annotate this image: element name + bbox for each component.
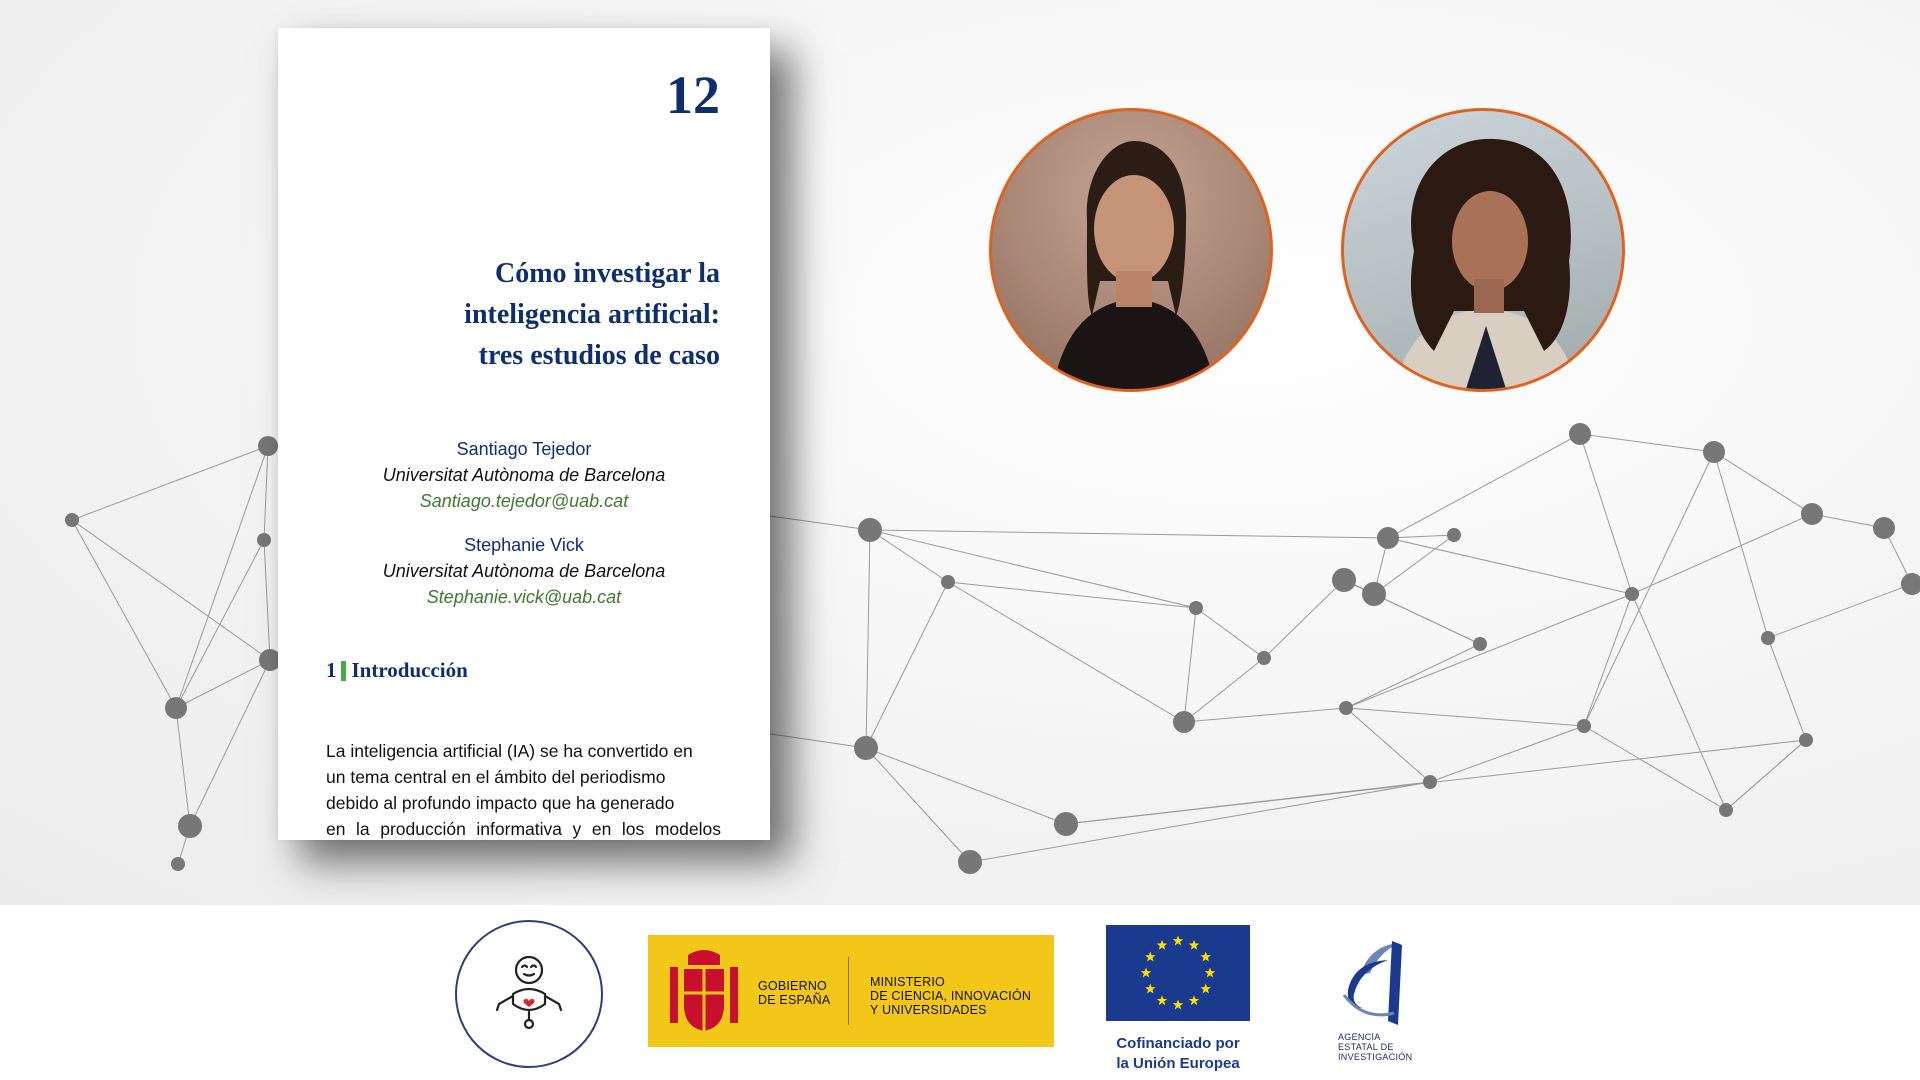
section-marker [341,661,346,681]
network-node [1901,573,1920,595]
network-line [1388,434,1580,538]
aei-label [1338,1032,1418,1062]
eu-star-icon [1145,952,1155,962]
author-entry [278,532,770,610]
section-heading [326,658,468,683]
network-node [1189,601,1203,615]
network-line [1374,594,1480,644]
eu-star-icon [1200,952,1210,962]
paragraph-line: en la producción informativa y en los modelos [326,819,721,839]
author-email[interactable]: Santiago.tejedor@uab.cat [419,491,629,511]
network-line [1184,608,1196,722]
ministry-label-line: DE CIENCIA, INNOVACIÓN [870,989,1032,1003]
network-line [1184,658,1264,722]
network-line [190,660,270,826]
aei-label-line: ESTATAL DE [1338,1042,1394,1052]
network-node [65,513,79,527]
eu-star-icon [1205,968,1215,978]
network-line [1632,514,1812,594]
paragraph-line: La inteligencia artificial (IA) se ha convertido en [326,741,693,761]
network-node [941,575,955,589]
author-entry [278,436,770,514]
gov-divider [848,957,849,1025]
man-portrait-photo [989,108,1273,392]
network-line [1768,638,1806,740]
ministry-label-line: MINISTERIO [870,975,945,989]
network-line [1388,538,1632,594]
network-line [970,782,1430,862]
network-node [858,518,882,542]
author-email[interactable]: Stephanie.vick@uab.cat [426,587,622,607]
network-node [1873,517,1895,539]
network-line [870,530,1388,538]
network-line [870,530,948,582]
spain-coat-of-arms-icon [666,947,742,1035]
network-node [258,436,278,456]
network-node [171,857,185,871]
network-line [1584,452,1714,726]
ministry-label [870,975,1031,1017]
network-line [1264,580,1344,658]
section-number: 1 [326,658,337,682]
gobierno-espana-logo [648,935,1054,1047]
ministry-label-line: Y UNIVERSIDADES [870,1003,987,1017]
network-line [176,540,264,708]
network-line [1346,708,1430,782]
network-node [257,533,271,547]
aei-label-line: AGENCIA [1338,1032,1381,1042]
network-line [866,530,870,748]
eu-star-icon [1145,984,1155,994]
network-line [1714,452,1768,638]
network-line [72,520,176,708]
network-node [1473,637,1487,651]
robot-logo-icon [455,920,603,1068]
eu-caption-line: la Unión Europea [1116,1055,1240,1072]
woman-portrait-photo [1341,108,1625,392]
network-line [176,446,268,708]
network-node [1447,528,1461,542]
network-node [1332,568,1356,592]
network-node [1577,719,1591,733]
network-line [1580,434,1632,594]
network-node [1719,803,1733,817]
chapter-number: 12 [666,65,720,125]
network-line [1726,740,1806,810]
network-node [178,814,202,838]
network-node [1625,587,1639,601]
network-line [866,748,1066,824]
eu-star-icon [1200,984,1210,994]
network-line [1584,594,1632,726]
chapter-title [320,253,720,376]
book-page [278,28,770,840]
network-node [165,697,187,719]
network-line [176,708,190,826]
eu-star-icon [1173,1000,1183,1010]
gov-label-line: GOBIERNO [758,979,827,993]
network-node [1257,651,1271,665]
network-node [1377,527,1399,549]
network-node [1761,631,1775,645]
network-line [264,446,268,540]
network-node [1703,441,1725,463]
eu-flag-icon [1106,925,1250,1021]
network-line [1812,514,1884,528]
network-node [958,850,982,874]
network-node [1801,503,1823,525]
network-node [1569,423,1591,445]
author-affiliation: Universitat Autònoma de Barcelona [382,465,666,485]
eu-star-icon [1157,995,1167,1005]
authors [278,436,770,628]
network-node [1339,701,1353,715]
network-line [1346,644,1480,708]
author-affiliation: Universitat Autònoma de Barcelona [382,561,666,581]
eu-caption-line: Cofinanciado por [1116,1035,1240,1052]
paragraph-line: debido al profundo impacto que ha generado [326,793,675,813]
network-line [1580,434,1714,452]
network-line [264,540,270,660]
network-line [1346,594,1632,708]
title-line: inteligencia artificial: [464,299,720,330]
aei-label-line: INVESTIGACIÓN [1338,1052,1413,1062]
author-name: Stephanie Vick [464,535,584,555]
intro-paragraph [326,738,721,842]
network-line [1346,708,1584,726]
network-line [72,446,268,520]
network-node [1799,733,1813,747]
eu-star-icon [1189,940,1199,950]
network-line [866,582,948,748]
network-node [854,736,878,760]
network-node [1173,711,1195,733]
network-node [1054,812,1078,836]
network-line [1196,608,1264,658]
eu-star-icon [1157,940,1167,950]
eu-star-icon [1173,936,1183,946]
network-node [1362,582,1386,606]
paragraph-line: un tema central en el ámbito del periodismo [326,767,666,787]
title-line: tres estudios de caso [478,340,720,371]
title-line: Cómo investigar la [494,258,720,289]
gov-label-line: DE ESPAÑA [758,993,831,1007]
network-line [1184,708,1346,722]
gov-label [758,979,830,1007]
network-line [870,530,1196,608]
author-name: Santiago Tejedor [456,439,592,459]
network-line [866,748,970,862]
eu-star-icon [1141,968,1151,978]
network-line [1584,726,1726,810]
network-line [1768,584,1912,638]
section-title: Introducción [351,658,468,682]
network-line [1714,452,1812,514]
eu-star-icon [1189,995,1199,1005]
network-line [1632,594,1726,810]
eu-caption [1106,1034,1250,1074]
network-line [72,520,270,660]
network-node [1423,775,1437,789]
